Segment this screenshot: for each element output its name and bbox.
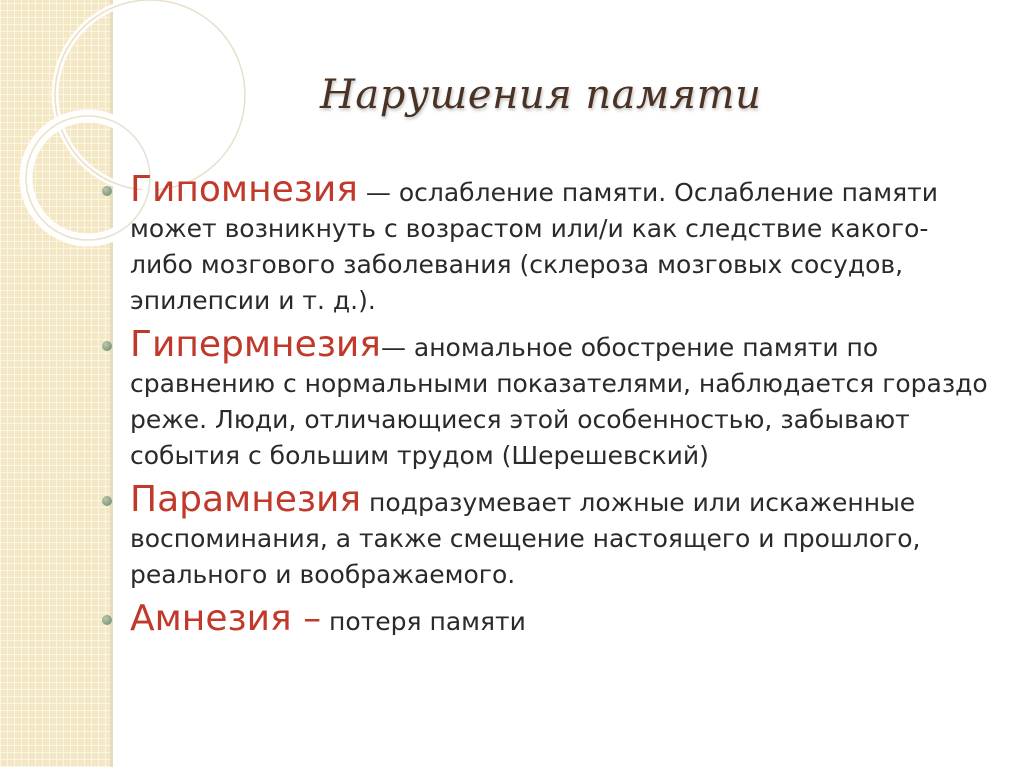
list-item-paramnesia: [100, 479, 990, 593]
bullet-dot-icon: [102, 341, 112, 351]
definition-text: — ослабление памяти. Ослабление памяти может возникнуть с возрастом или/и как следствие какого-либо мозгового заболевания (склероза мозговых сосудов, эпилепсии и т. д.).: [130, 178, 938, 315]
bullet-dot-icon: [102, 496, 112, 506]
definition-text: подразумевает ложные или искаженные воспоминания, а также смещение настоящего и прошлого, реального и воображаемого.: [130, 488, 921, 589]
definition-list: [100, 169, 990, 648]
bullet-dot-icon: [102, 615, 112, 625]
term-label: Гипомнезия: [130, 169, 358, 210]
definition-text: — аномальное обострение памяти по сравнению с нормальными показателями, наблюдается гораздо реже. Люди, отличающиеся этой особенностью, забывают события с большим трудом (Шерешевский): [130, 333, 988, 470]
term-label: Амнезия –: [130, 598, 322, 639]
list-item-hypomnesia: [100, 169, 990, 319]
term-label: Гипермнезия: [130, 324, 381, 365]
list-item-amnesia: [100, 598, 990, 640]
bullet-dot-icon: [102, 186, 112, 196]
slide-title: Нарушения памяти: [320, 72, 762, 118]
list-item-hypermnesia: [100, 324, 990, 474]
definition-text: потеря памяти: [321, 607, 526, 636]
term-label: Парамнезия: [130, 479, 362, 520]
